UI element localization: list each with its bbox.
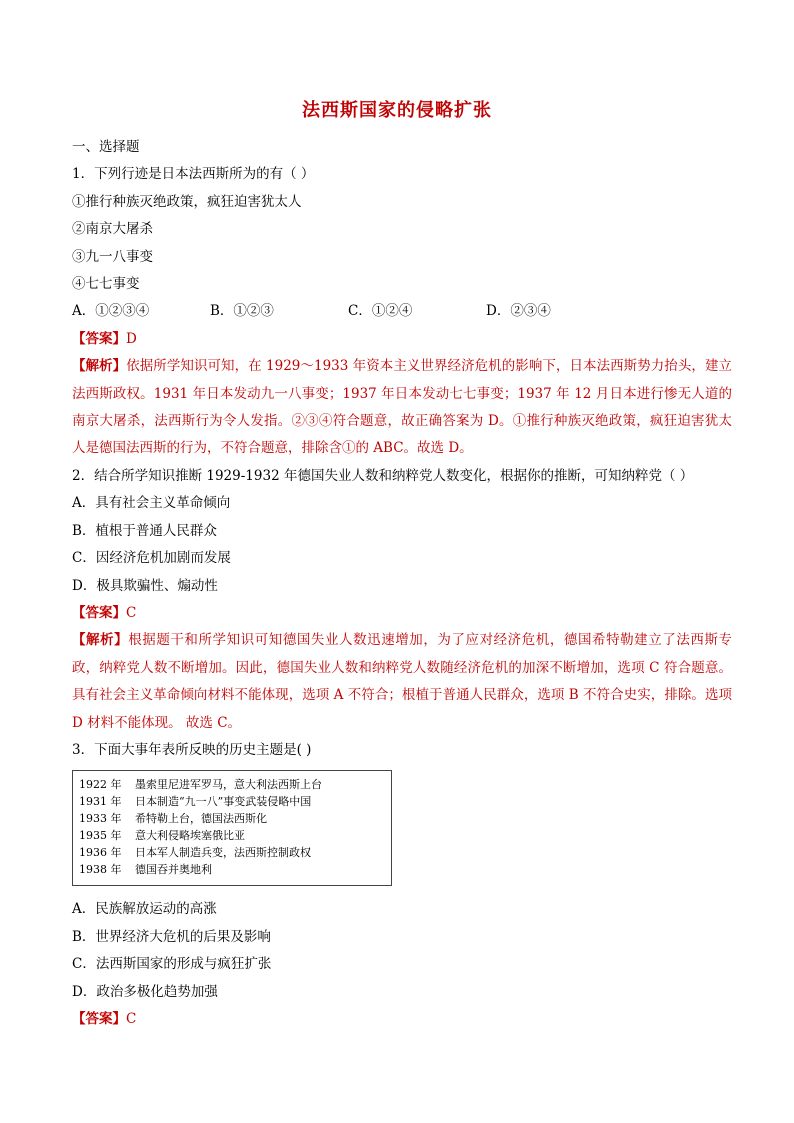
question-item: ④七七事变 — [72, 276, 140, 293]
analysis-text: 依据所学知识可知，在 1929～1933 年资本主义世界经济危机的影响下，日本法西斯势力抬头，建立法西斯政权。1931 年日本发动九一八事变；1937 年日本发动七七事变；1937 年 12 月日本进行惨无人道的南京大屠杀，法西斯行为令人发指。②③④符合题意，故正确答案为 D。①推行种族灭绝政策，疯狂迫害犹太人是德国法西斯的行为，不符合题意，排除含①的 ABC。故选 D。 — [72, 358, 733, 457]
option-d: D．政治多极化趋势加强 — [72, 983, 218, 1000]
section-heading: 一、选择题 — [72, 139, 140, 155]
answer-tag: 【答案】 — [72, 604, 126, 621]
table-event: 日本制造“九一八”事变武装侵略中国 — [135, 795, 312, 809]
analysis-paragraph — [72, 627, 732, 737]
question-item: ②南京大屠杀 — [72, 221, 153, 238]
question-stem: 1．下列行迹是日本法西斯所为的有（ ） — [72, 166, 315, 183]
table-event: 墨索里尼进军罗马，意大利法西斯上台 — [135, 778, 322, 792]
table-year: 1931 年 — [79, 795, 122, 809]
option-c: C．因经济危机加剧而发展 — [72, 550, 231, 567]
document-content — [72, 134, 732, 1033]
table-year: 1935 年 — [79, 829, 122, 843]
table-row — [79, 827, 385, 844]
table-row — [79, 844, 385, 861]
answer-line — [72, 1006, 732, 1033]
analysis-text: 根据题干和所学知识可知德国失业人数迅速增加，为了应对经济危机，德国希特勒建立了法西斯专政，纳粹党人数不断增加。因此，德国失业人数和纳粹党人数随经济危机的加深不断增加，选项 C 符合题意。 具有社会主义革命倾向材料不能体现，选项 A 不符合；根植于普通人民群众，选项 B 不符合史实，排除。选项 D 材料不能体现。 故选 C。 — [72, 632, 733, 731]
option-d: D．②③④ — [486, 303, 551, 320]
option-b: B．植根于普通人民群众 — [72, 522, 217, 539]
answer-line — [72, 326, 732, 353]
option-a: A．具有社会主义革命倾向 — [72, 495, 231, 512]
table-event: 希特勒上台，德国法西斯化 — [135, 812, 267, 826]
question-3 — [72, 737, 732, 1033]
table-row — [79, 793, 385, 810]
option-b: B．①②③ — [210, 303, 274, 320]
table-row — [79, 861, 385, 878]
question-stem: 2．结合所学知识推断 1929-1932 年德国失业人数和纳粹党人数变化，根据你的推断，可知纳粹党（ ） — [72, 467, 694, 484]
table-event: 意大利侵略埃塞俄比亚 — [135, 829, 245, 843]
table-row — [79, 810, 385, 827]
answer-line — [72, 600, 732, 627]
answer-value: D — [126, 330, 137, 347]
option-a: A．民族解放运动的高涨 — [72, 901, 217, 918]
analysis-paragraph — [72, 353, 732, 463]
analysis-tag: 【解析】 — [72, 632, 129, 649]
table-event: 日本军人制造兵变，法西斯控制政权 — [135, 846, 311, 860]
table-year: 1938 年 — [79, 863, 122, 877]
chronology-table — [72, 770, 392, 886]
question-stem: 3．下面大事年表所反映的历史主题是( ) — [72, 741, 312, 758]
table-event: 德国吞并奥地利 — [135, 863, 212, 877]
answer-tag: 【答案】 — [72, 330, 126, 347]
option-c: C．①②④ — [348, 303, 413, 320]
answer-value: C — [126, 1010, 137, 1027]
table-year: 1922 年 — [79, 778, 122, 792]
question-item: ③九一八事变 — [72, 248, 153, 265]
question-options — [72, 298, 732, 325]
table-year: 1933 年 — [79, 812, 122, 826]
option-a: A．①②③④ — [72, 303, 150, 320]
answer-tag: 【答案】 — [72, 1010, 126, 1027]
question-1 — [72, 161, 732, 462]
option-d: D．极具欺骗性、煽动性 — [72, 577, 218, 594]
option-c: C．法西斯国家的形成与疯狂扩张 — [72, 956, 272, 973]
document-title: 法西斯国家的侵略扩张 — [302, 100, 492, 121]
question-item: ①推行种族灭绝政策，疯狂迫害犹太人 — [72, 193, 302, 210]
answer-value: C — [126, 604, 137, 621]
option-b: B．世界经济大危机的后果及影响 — [72, 928, 271, 945]
table-year: 1936 年 — [79, 846, 122, 860]
analysis-tag: 【解析】 — [72, 358, 127, 375]
table-row — [79, 776, 385, 793]
question-2 — [72, 463, 732, 737]
